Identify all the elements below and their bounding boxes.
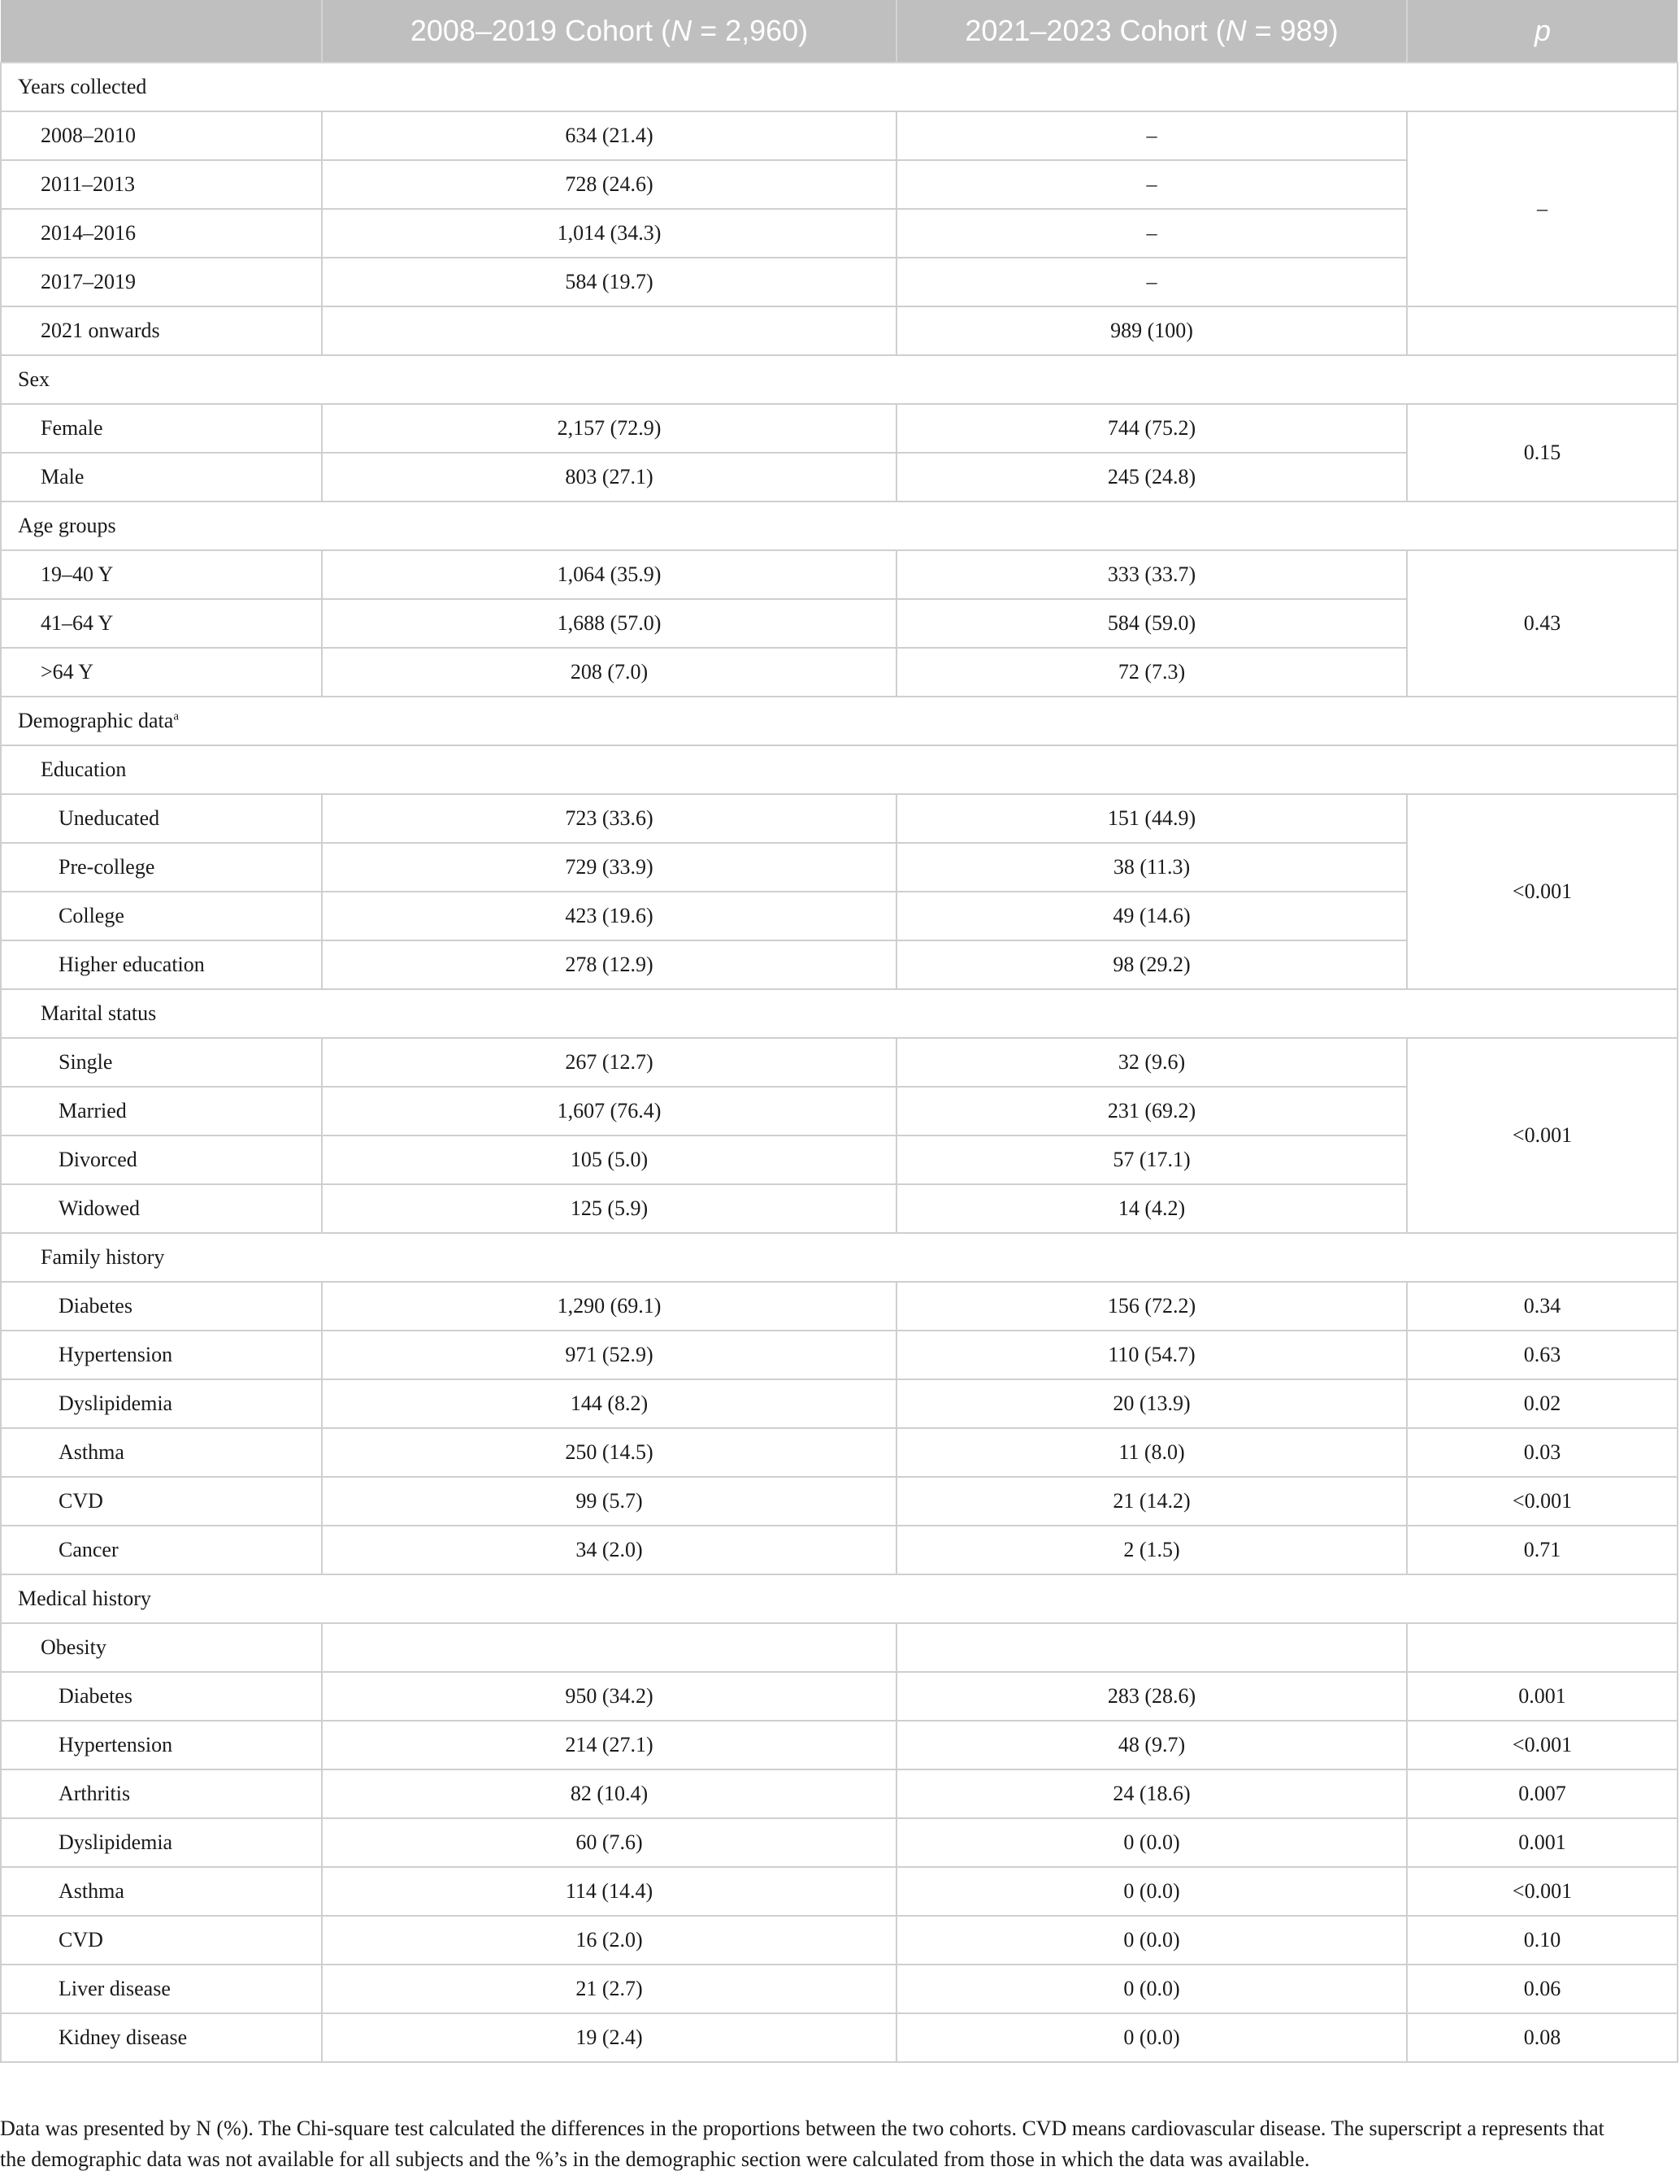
cell-cohort2: 333 (33.7) <box>896 550 1407 599</box>
table-row <box>1 1721 1678 1769</box>
cell-p-value: 0.34 <box>1407 1282 1678 1331</box>
subsection-row <box>1 1623 1678 1672</box>
cell-cohort2: 0 (0.0) <box>896 1916 1407 1965</box>
row-label: Pre-college <box>1 843 322 892</box>
cell-cohort1: 803 (27.1) <box>322 453 896 501</box>
table-row <box>1 2013 1678 2062</box>
row-label: Male <box>1 453 322 501</box>
table-row <box>1 1331 1678 1379</box>
section-demographic: Demographic data$^a$ <box>1 697 1678 745</box>
cell-cohort2: 48 (9.7) <box>896 1721 1407 1769</box>
table-row <box>1 1379 1678 1428</box>
row-label: Hypertension <box>1 1721 322 1769</box>
cell-cohort2: 38 (11.3) <box>896 843 1407 892</box>
subsection-obesity: Obesity <box>1 1623 322 1672</box>
subsection-row <box>1 989 1678 1038</box>
cell-p-value: 0.007 <box>1407 1769 1678 1818</box>
table-row <box>1 1428 1678 1477</box>
cell-cohort2: 98 (29.2) <box>896 940 1407 989</box>
table-footnote <box>0 2113 1674 2175</box>
cell-empty <box>896 1623 1407 1672</box>
cell-p-value: <0.001 <box>1407 1038 1678 1233</box>
table-row <box>1 1867 1678 1916</box>
cell-cohort2: 0 (0.0) <box>896 2013 1407 2062</box>
footnote-marker: a <box>173 710 179 723</box>
cell-cohort2: – <box>896 258 1407 306</box>
row-label: Divorced <box>1 1135 322 1184</box>
cell-cohort1: 82 (10.4) <box>322 1769 896 1818</box>
cell-p-value <box>1407 306 1678 355</box>
row-label: Liver disease <box>1 1965 322 2013</box>
cell-cohort1: 34 (2.0) <box>322 1526 896 1574</box>
subsection-family-history: Family history <box>1 1233 1678 1282</box>
cell-cohort2: 49 (14.6) <box>896 892 1407 940</box>
cell-cohort2: 744 (75.2) <box>896 404 1407 453</box>
row-label: 19–40 Y <box>1 550 322 599</box>
row-label: Married <box>1 1087 322 1135</box>
cell-cohort1: 208 (7.0) <box>322 648 896 697</box>
header-blank <box>1 0 322 63</box>
cell-cohort2: 989 (100) <box>896 306 1407 355</box>
row-label: Hypertension <box>1 1331 322 1379</box>
cell-cohort2: – <box>896 209 1407 258</box>
cell-cohort2: – <box>896 111 1407 160</box>
subsection-marital: Marital status <box>1 989 1678 1038</box>
cell-p-value: 0.10 <box>1407 1916 1678 1965</box>
row-label: CVD <box>1 1477 322 1526</box>
row-label: >64 Y <box>1 648 322 697</box>
table-row <box>1 1038 1678 1087</box>
cell-cohort1: 1,290 (69.1) <box>322 1282 896 1331</box>
section-row <box>1 697 1678 745</box>
cell-cohort2: 11 (8.0) <box>896 1428 1407 1477</box>
section-sex: Sex <box>1 355 1678 404</box>
section-row <box>1 501 1678 550</box>
table-row <box>1 111 1678 160</box>
cell-p-value: – <box>1407 111 1678 306</box>
cell-cohort1: 1,064 (35.9) <box>322 550 896 599</box>
footnote-line: Data was presented by N (%). The Chi-square test calculated the differences in the proportions between the two cohorts. CVD means cardiovascular disease. The superscript a represents that <box>0 2117 1604 2140</box>
cell-cohort2: 0 (0.0) <box>896 1867 1407 1916</box>
cell-p-value: 0.001 <box>1407 1818 1678 1867</box>
row-label: 2008–2010 <box>1 111 322 160</box>
cell-cohort1: 1,688 (57.0) <box>322 599 896 648</box>
cell-cohort2: 110 (54.7) <box>896 1331 1407 1379</box>
cell-cohort1: 1,014 (34.3) <box>322 209 896 258</box>
cell-cohort2: 24 (18.6) <box>896 1769 1407 1818</box>
cell-p-value: 0.63 <box>1407 1331 1678 1379</box>
cell-cohort2: – <box>896 160 1407 209</box>
header-row <box>1 0 1678 63</box>
cell-cohort2: 20 (13.9) <box>896 1379 1407 1428</box>
cell-cohort1: 114 (14.4) <box>322 1867 896 1916</box>
table-row <box>1 1477 1678 1526</box>
cell-cohort1: 60 (7.6) <box>322 1818 896 1867</box>
section-medical-history: Medical history <box>1 1574 1678 1623</box>
row-label: Dyslipidemia <box>1 1818 322 1867</box>
row-label: Cancer <box>1 1526 322 1574</box>
row-label: 2011–2013 <box>1 160 322 209</box>
cell-cohort1: 729 (33.9) <box>322 843 896 892</box>
cell-cohort2: 584 (59.0) <box>896 599 1407 648</box>
table-row <box>1 1818 1678 1867</box>
footnote-line: the demographic data was not available for all subjects and the %’s in the demographic section were calculated from those in which the data was available. <box>0 2147 1310 2171</box>
row-label: 2021 onwards <box>1 306 322 355</box>
cell-cohort1: 125 (5.9) <box>322 1184 896 1233</box>
row-label: 2014–2016 <box>1 209 322 258</box>
cell-cohort1: 723 (33.6) <box>322 794 896 843</box>
cell-cohort2: 32 (9.6) <box>896 1038 1407 1087</box>
cell-cohort1: 2,157 (72.9) <box>322 404 896 453</box>
cell-cohort1 <box>322 306 896 355</box>
row-label: Higher education <box>1 940 322 989</box>
cell-empty <box>1407 1623 1678 1672</box>
section-row <box>1 355 1678 404</box>
cell-cohort2: 72 (7.3) <box>896 648 1407 697</box>
cell-empty <box>322 1623 896 1672</box>
cell-cohort1: 950 (34.2) <box>322 1672 896 1721</box>
cell-cohort2: 156 (72.2) <box>896 1282 1407 1331</box>
row-label: CVD <box>1 1916 322 1965</box>
cell-cohort1: 267 (12.7) <box>322 1038 896 1087</box>
row-label: Arthritis <box>1 1769 322 1818</box>
row-label: Diabetes <box>1 1672 322 1721</box>
row-label: Uneducated <box>1 794 322 843</box>
cell-cohort2: 21 (14.2) <box>896 1477 1407 1526</box>
cell-cohort1: 971 (52.9) <box>322 1331 896 1379</box>
cell-p-value: 0.15 <box>1407 404 1678 501</box>
table-row <box>1 1916 1678 1965</box>
cell-p-value: <0.001 <box>1407 1477 1678 1526</box>
section-age: Age groups <box>1 501 1678 550</box>
row-label: Diabetes <box>1 1282 322 1331</box>
table-row <box>1 306 1678 355</box>
cell-p-value: 0.03 <box>1407 1428 1678 1477</box>
cell-p-value: <0.001 <box>1407 1867 1678 1916</box>
cell-cohort2: 14 (4.2) <box>896 1184 1407 1233</box>
table-row <box>1 1965 1678 2013</box>
table-row <box>1 550 1678 599</box>
subsection-row <box>1 1233 1678 1282</box>
cell-cohort2: 231 (69.2) <box>896 1087 1407 1135</box>
cell-p-value: 0.02 <box>1407 1379 1678 1428</box>
cell-cohort2: 0 (0.0) <box>896 1818 1407 1867</box>
table-row <box>1 1282 1678 1331</box>
cell-cohort2: 57 (17.1) <box>896 1135 1407 1184</box>
cell-cohort1: 278 (12.9) <box>322 940 896 989</box>
row-label: Dyslipidemia <box>1 1379 322 1428</box>
header-p-value: p <box>1407 0 1678 63</box>
row-label: Widowed <box>1 1184 322 1233</box>
cell-cohort1: 634 (21.4) <box>322 111 896 160</box>
section-row <box>1 1574 1678 1623</box>
row-label: 41–64 Y <box>1 599 322 648</box>
cell-p-value: 0.71 <box>1407 1526 1678 1574</box>
row-label: Asthma <box>1 1867 322 1916</box>
cell-cohort1: 584 (19.7) <box>322 258 896 306</box>
table-row <box>1 1526 1678 1574</box>
table-row <box>1 404 1678 453</box>
cell-cohort1: 144 (8.2) <box>322 1379 896 1428</box>
header-cohort-2021-2023: 2021–2023 Cohort (N = 989) <box>896 0 1407 63</box>
cell-cohort1: 105 (5.0) <box>322 1135 896 1184</box>
table-row <box>1 1672 1678 1721</box>
cell-cohort1: 423 (19.6) <box>322 892 896 940</box>
section-years: Years collected <box>1 63 1678 111</box>
cell-p-value: 0.43 <box>1407 550 1678 697</box>
table-row <box>1 794 1678 843</box>
subsection-row <box>1 745 1678 794</box>
cell-cohort1: 1,607 (76.4) <box>322 1087 896 1135</box>
section-row <box>1 63 1678 111</box>
row-label: Kidney disease <box>1 2013 322 2062</box>
cell-cohort2: 283 (28.6) <box>896 1672 1407 1721</box>
table-row <box>1 1769 1678 1818</box>
row-label: Single <box>1 1038 322 1087</box>
cell-cohort1: 16 (2.0) <box>322 1916 896 1965</box>
cell-cohort1: 250 (14.5) <box>322 1428 896 1477</box>
cell-cohort2: 0 (0.0) <box>896 1965 1407 2013</box>
header-cohort-2008-2019: 2008–2019 Cohort (N = 2,960) <box>322 0 896 63</box>
subsection-education: Education <box>1 745 1678 794</box>
cell-p-value: <0.001 <box>1407 1721 1678 1769</box>
cell-p-value: 0.08 <box>1407 2013 1678 2062</box>
cell-cohort2: 245 (24.8) <box>896 453 1407 501</box>
cell-cohort1: 99 (5.7) <box>322 1477 896 1526</box>
row-label: College <box>1 892 322 940</box>
cell-cohort1: 728 (24.6) <box>322 160 896 209</box>
cell-p-value: 0.001 <box>1407 1672 1678 1721</box>
row-label: Female <box>1 404 322 453</box>
cell-p-value: 0.06 <box>1407 1965 1678 2013</box>
cell-p-value: <0.001 <box>1407 794 1678 989</box>
cell-cohort1: 21 (2.7) <box>322 1965 896 2013</box>
cell-cohort1: 214 (27.1) <box>322 1721 896 1769</box>
cell-cohort1: 19 (2.4) <box>322 2013 896 2062</box>
row-label: Asthma <box>1 1428 322 1477</box>
cell-cohort2: 151 (44.9) <box>896 794 1407 843</box>
row-label: 2017–2019 <box>1 258 322 306</box>
cell-cohort2: 2 (1.5) <box>896 1526 1407 1574</box>
